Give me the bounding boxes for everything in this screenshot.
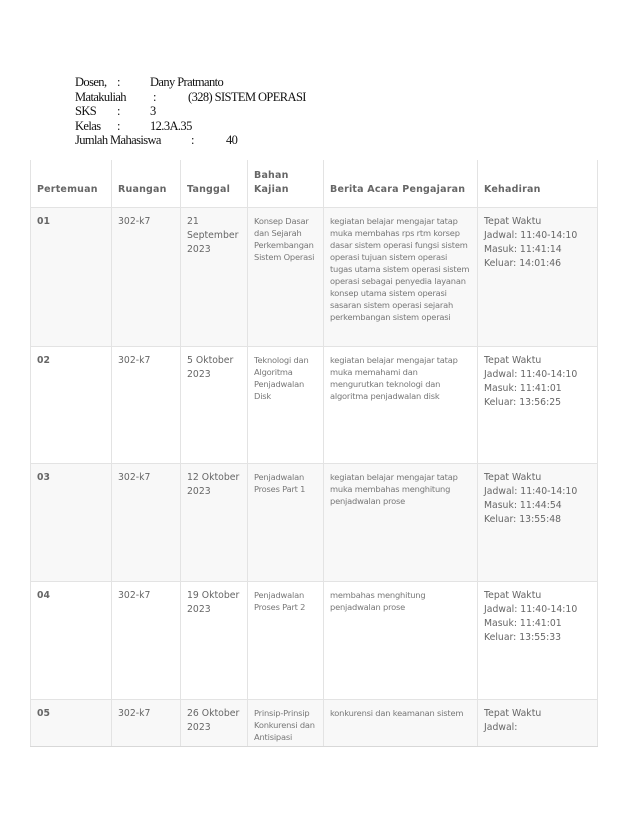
header-berita-acara: Berita Acara Pengajaran xyxy=(324,160,478,207)
kelas-value: 12.3A.35 xyxy=(150,118,192,133)
jumlah-mahasiswa-label: Jumlah Mahasiswa xyxy=(75,133,161,148)
header-pertemuan: Pertemuan xyxy=(31,160,112,207)
cell-berita-acara: kegiatan belajar mengajar tatap muka membahas menghitung penjadwalan prose xyxy=(324,463,478,581)
cell-berita-acara: membahas menghitung penjadwalan prose xyxy=(324,581,478,699)
sks-value: 3 xyxy=(150,104,156,119)
cell-ruangan: 302-k7 xyxy=(112,207,181,346)
kehadiran-keluar: Keluar: 14:01:46 xyxy=(484,258,562,270)
kehadiran-masuk: Masuk: 11:41:01 xyxy=(484,617,562,629)
cell-bahan-kajian: Teknologi dan Algoritma Penjadwalan Disk xyxy=(248,346,324,463)
table-header-row xyxy=(31,160,598,207)
kehadiran-status: Tepat Waktu xyxy=(484,354,542,366)
kelas-label: Kelas xyxy=(75,118,101,133)
cell-kehadiran xyxy=(478,699,598,746)
table-row xyxy=(31,463,598,581)
dosen-separator: : xyxy=(117,75,120,89)
table-row xyxy=(31,346,598,463)
cell-berita-acara: konkurensi dan keamanan sistem xyxy=(324,699,478,746)
kehadiran-jadwal: Jadwal: 11:40-14:10 xyxy=(484,368,578,380)
cell-ruangan: 302-k7 xyxy=(112,463,181,581)
kehadiran-status: Tepat Waktu xyxy=(484,215,542,227)
cell-tanggal: 21 September 2023 xyxy=(181,207,248,346)
jumlah-mahasiswa-value: 40 xyxy=(226,133,238,148)
cell-ruangan: 302-k7 xyxy=(112,699,181,746)
cell-pertemuan: 05 xyxy=(31,699,112,746)
cell-tanggal: 12 Oktober 2023 xyxy=(181,463,248,581)
cell-tanggal: 19 Oktober 2023 xyxy=(181,581,248,699)
dosen-label: Dosen, xyxy=(75,75,107,89)
cell-pertemuan: 01 xyxy=(31,207,112,346)
cell-bahan-kajian: Penjadwalan Proses Part 1 xyxy=(248,463,324,581)
kehadiran-masuk: Masuk: 11:41:14 xyxy=(484,243,562,255)
cell-kehadiran xyxy=(478,207,598,346)
cell-pertemuan: 04 xyxy=(31,581,112,699)
kelas-separator: : xyxy=(117,118,120,133)
kehadiran-jadwal: Jadwal: 11:40-14:10 xyxy=(484,485,578,497)
sks-label: SKS xyxy=(75,104,97,119)
kehadiran-status: Tepat Waktu xyxy=(484,707,542,719)
dosen-value: Dany Pratmanto xyxy=(150,75,224,89)
kehadiran-jadwal: Jadwal: xyxy=(484,721,518,733)
kehadiran-jadwal: Jadwal: 11:40-14:10 xyxy=(484,603,578,615)
kehadiran-status: Tepat Waktu xyxy=(484,471,542,483)
cell-ruangan: 302-k7 xyxy=(112,346,181,463)
cell-berita-acara: kegiatan belajar mengajar tatap muka membahas rps rtm korsep dasar sistem operasi fungsi sistem operasi tujuan sistem operasi tugas utama sistem operasi sistem operasi sebagai penyedia layanan konsep utama sistem operasi sasaran sistem operasi sejarah perkembangan sistem operasi xyxy=(324,207,478,346)
cell-bahan-kajian: Penjadwalan Proses Part 2 xyxy=(248,581,324,699)
attendance-table xyxy=(30,160,598,747)
cell-tanggal: 26 Oktober 2023 xyxy=(181,699,248,746)
table-row xyxy=(31,207,598,346)
kehadiran-keluar: Keluar: 13:55:48 xyxy=(484,514,562,526)
matakuliah-value: (328) SISTEM OPERASI xyxy=(188,89,306,104)
kehadiran-keluar: Keluar: 13:55:33 xyxy=(484,632,562,644)
cell-kehadiran xyxy=(478,346,598,463)
sks-separator: : xyxy=(117,104,120,119)
cell-pertemuan: 03 xyxy=(31,463,112,581)
matakuliah-separator: : xyxy=(153,89,156,104)
kehadiran-masuk: Masuk: 11:41:01 xyxy=(484,382,562,394)
cell-bahan-kajian: Konsep Dasar dan Sejarah Perkembangan Sistem Operasi xyxy=(248,207,324,346)
cell-kehadiran xyxy=(478,463,598,581)
table-row xyxy=(31,581,598,699)
header-tanggal: Tanggal xyxy=(181,160,248,207)
table-row xyxy=(31,699,598,746)
jumlah-mahasiswa-separator: : xyxy=(191,133,194,148)
cell-berita-acara: kegiatan belajar mengajar tatap muka memahami dan mengurutkan teknologi dan algoritma penjadwalan disk xyxy=(324,346,478,463)
header-kehadiran: Kehadiran xyxy=(478,160,598,207)
kehadiran-jadwal: Jadwal: 11:40-14:10 xyxy=(484,229,578,241)
matakuliah-label: Matakuliah xyxy=(75,89,126,104)
cell-pertemuan: 02 xyxy=(31,346,112,463)
kehadiran-status: Tepat Waktu xyxy=(484,589,542,601)
header-ruangan: Ruangan xyxy=(112,160,181,207)
cell-tanggal: 5 Oktober 2023 xyxy=(181,346,248,463)
kehadiran-masuk: Masuk: 11:44:54 xyxy=(484,499,562,511)
kehadiran-keluar: Keluar: 13:56:25 xyxy=(484,397,562,409)
cell-bahan-kajian: Prinsip-Prinsip Konkurensi dan Antisipasi xyxy=(248,699,324,746)
cell-ruangan: 302-k7 xyxy=(112,581,181,699)
cell-kehadiran xyxy=(478,581,598,699)
header-bahan-kajian: Bahan Kajian xyxy=(248,160,324,207)
